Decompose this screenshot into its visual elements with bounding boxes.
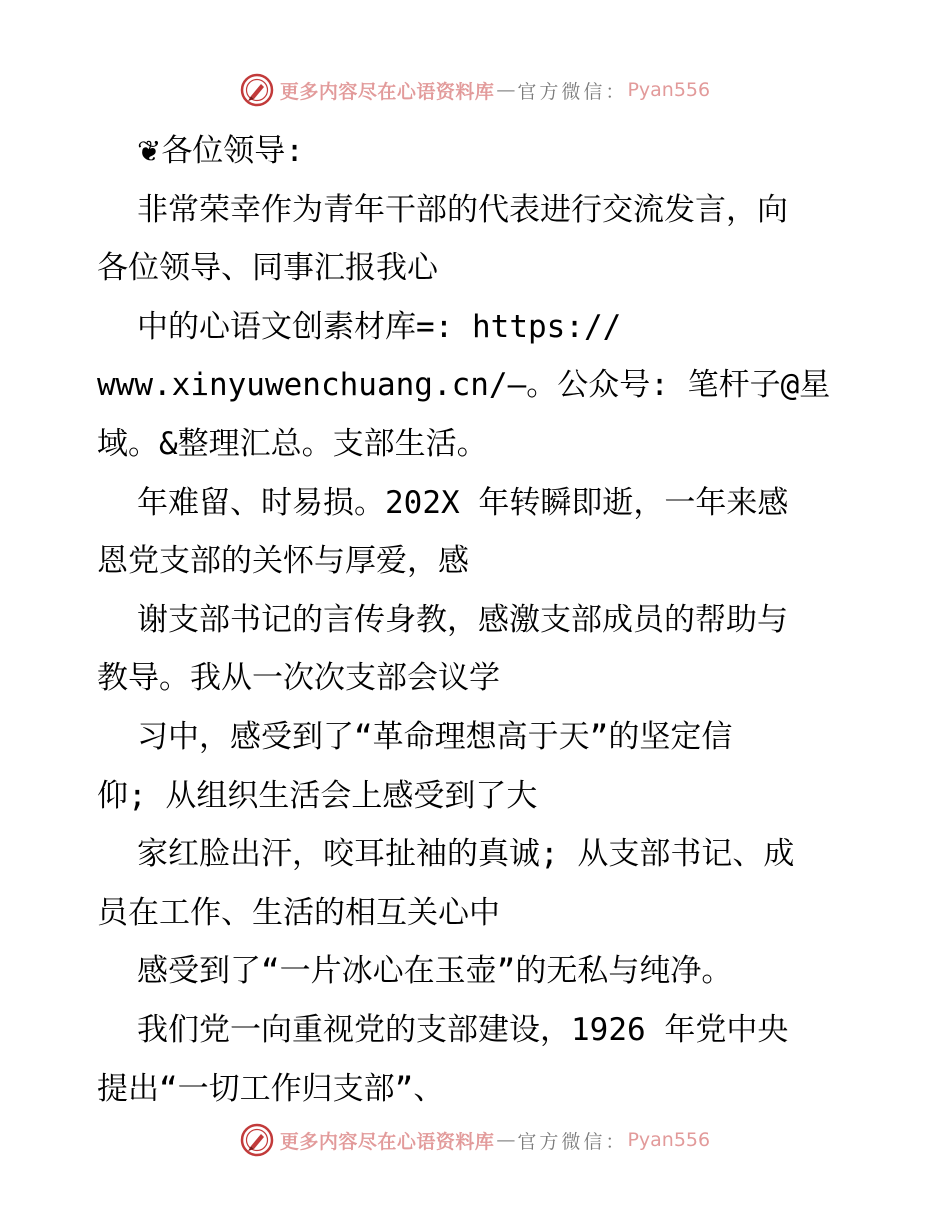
- text-line: 非常荣幸作为青年干部的代表进行交流发言，向: [137, 191, 788, 228]
- text-line: 年难留、时易损。202X 年转瞬即逝，一年来感: [137, 484, 789, 521]
- wechat-id: Pyan556: [627, 79, 711, 101]
- wechat-label: 官方微信：: [517, 1130, 628, 1153]
- salutation-line: [97, 122, 857, 181]
- site-name: 更多内容尽在心语资料库: [279, 80, 495, 103]
- text-line: 习中，感受到了“革命理想高于天”的坚定信: [137, 718, 733, 755]
- text-line: 教导。我从一次次支部会议学: [97, 660, 500, 697]
- pen-nib-seal-icon: [240, 73, 274, 107]
- text-line: 各位领导、同事汇报我心: [97, 250, 438, 287]
- pen-nib-seal-icon: [240, 1123, 274, 1157]
- banner-separator: —: [496, 1129, 516, 1151]
- text-line: 恩党支部的关怀与厚爱，感: [97, 543, 469, 580]
- site-name: 更多内容尽在心语资料库: [279, 1130, 495, 1153]
- text-line: www.xinyuwenchuang.cn/—。公众号: 笔杆子@星: [97, 367, 831, 404]
- text-line: 我们党一向重视党的支部建设，1926 年党中央: [137, 1011, 789, 1048]
- wechat-label: 官方微信：: [517, 80, 628, 103]
- header-banner: [0, 70, 950, 110]
- wechat-id: Pyan556: [627, 1129, 711, 1151]
- text-line: 感受到了“一片冰心在玉壶”的无私与纯净。: [137, 953, 733, 990]
- text-line: 中的心语文创素材库=: https://: [137, 308, 622, 345]
- floral-bullet-icon: ❦: [137, 134, 162, 168]
- banner-separator: —: [496, 79, 516, 101]
- text-line: 仰; 从组织生活会上感受到了大: [97, 777, 538, 814]
- line-text: 各位领导:: [161, 133, 304, 169]
- text-line: 员在工作、生活的相互关心中: [97, 894, 500, 931]
- footer-banner: [0, 1120, 950, 1160]
- text-line: 谢支部书记的言传身教，感激支部成员的帮助与: [137, 601, 788, 638]
- text-line: 家红脸出汗，咬耳扯袖的真诚; 从支部书记、成: [137, 836, 795, 873]
- document-body: [97, 122, 857, 1118]
- text-line: 域。&整理汇总。支部生活。: [97, 425, 488, 462]
- text-line: 提出“一切工作归支部”、: [97, 1070, 445, 1107]
